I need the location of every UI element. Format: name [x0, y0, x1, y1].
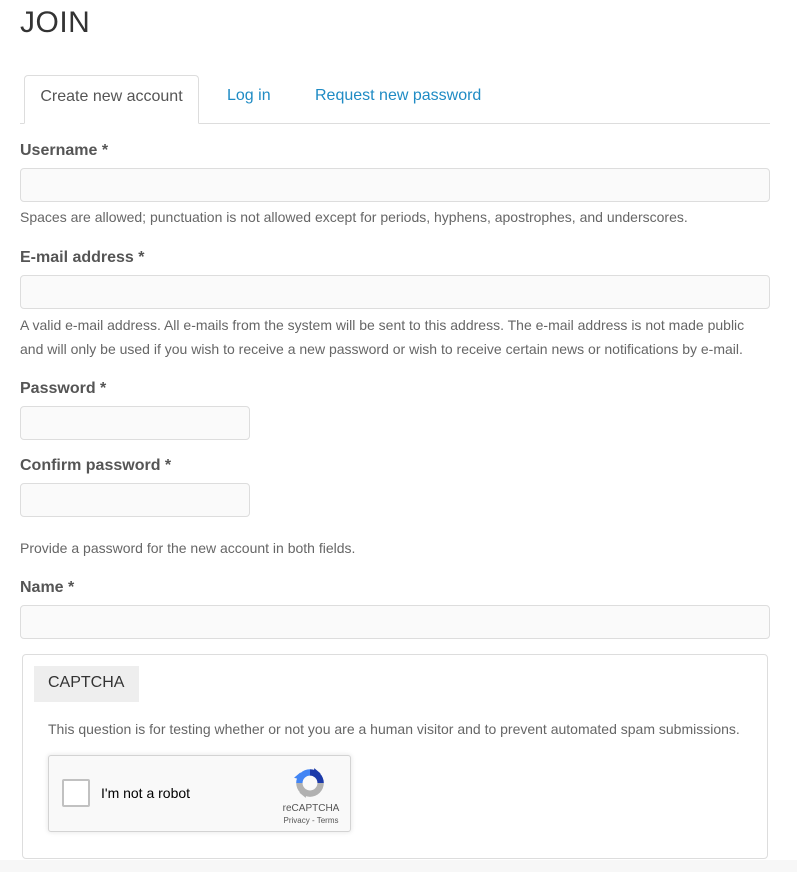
captcha-description: This question is for testing whether or not you are a human visitor and to prevent automated spam submissions. [48, 721, 740, 737]
name-label: Name * [20, 579, 75, 596]
tab-request-password[interactable]: Request new password [315, 87, 482, 104]
username-label: Username * [20, 142, 109, 159]
captcha-fieldset [22, 654, 768, 859]
username-input[interactable] [20, 168, 770, 202]
email-label: E-mail address * [20, 249, 145, 266]
password-help: Provide a password for the new account in both fields. [20, 540, 356, 556]
email-help: A valid e-mail address. All e-mails from the system will be sent to this address. The e-mail address is not made public and will only be used if you wish to receive a new password or wish to receive certain news or notifications by e-mail. [20, 317, 745, 357]
recaptcha-terms-link[interactable]: Terms [316, 816, 339, 825]
recaptcha-privacy-link[interactable]: Privacy [283, 816, 310, 825]
password-label: Password * [20, 380, 107, 397]
email-input[interactable] [20, 275, 770, 309]
confirm-password-input[interactable] [20, 483, 250, 517]
page-footer-shade [0, 860, 797, 872]
recaptcha-widget [48, 755, 351, 832]
account-tabs [20, 75, 770, 124]
recaptcha-logo-icon [293, 766, 327, 800]
recaptcha-link-separator: - [309, 816, 317, 825]
captcha-legend: CAPTCHA [34, 666, 139, 702]
name-input[interactable] [20, 605, 770, 639]
recaptcha-checkbox[interactable] [62, 779, 90, 807]
tab-create-account[interactable]: Create new account [24, 75, 199, 124]
password-input[interactable] [20, 406, 250, 440]
username-help: Spaces are allowed; punctuation is not allowed except for periods, hyphens, apostrophes, and underscores. [20, 209, 688, 225]
recaptcha-links [271, 816, 351, 825]
tab-log-in[interactable]: Log in [227, 87, 271, 104]
page-title: JOIN [20, 6, 91, 39]
recaptcha-label: I'm not a robot [101, 785, 191, 801]
confirm-password-label: Confirm password * [20, 457, 172, 474]
recaptcha-brand: reCAPTCHA [282, 803, 340, 814]
